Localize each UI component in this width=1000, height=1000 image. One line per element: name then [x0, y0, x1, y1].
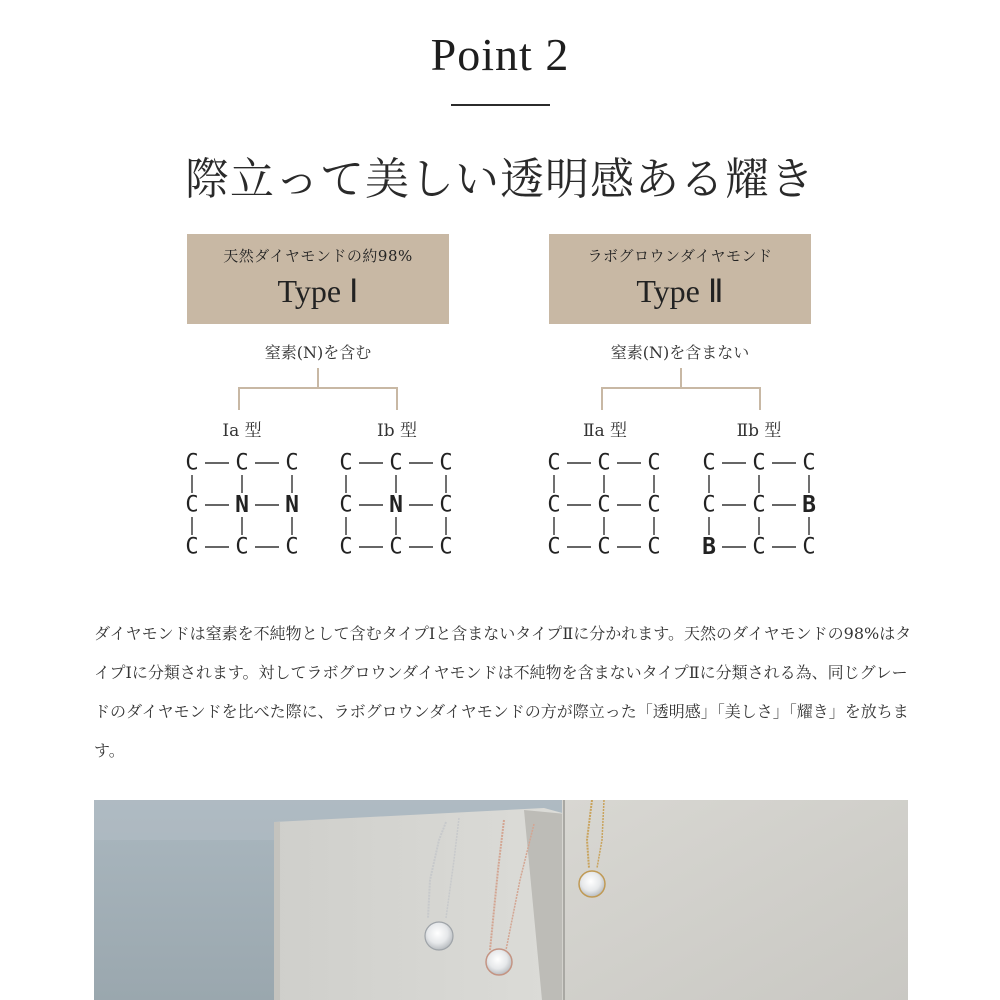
subtype-2a-label: Ⅱa 型 — [582, 421, 628, 441]
necklace-photo — [94, 800, 908, 1000]
atom-c: C — [339, 450, 353, 476]
type-2-caption: ラボグロウンダイヤモンド — [587, 247, 773, 265]
atom-c: C — [547, 534, 561, 560]
atom-c: C — [389, 450, 403, 476]
atom-c: C — [802, 534, 816, 560]
atom-c: C — [389, 534, 403, 560]
atom-c: C — [702, 492, 716, 518]
type-2-box — [549, 234, 811, 324]
atom-c: C — [235, 450, 249, 476]
type-1-box — [187, 234, 449, 324]
atom-c: C — [339, 534, 353, 560]
atom-c: C — [185, 450, 199, 476]
atom-c: C — [185, 534, 199, 560]
point-heading — [0, 28, 1000, 81]
atom-c: C — [185, 492, 199, 518]
type-1-nitrogen: 窒素(N)を含む — [264, 343, 372, 362]
atom-n: N — [389, 492, 403, 518]
type-1-caption: 天然ダイヤモンドの約98% — [223, 247, 413, 265]
subtype-1a-label: Ⅰa 型 — [222, 421, 262, 441]
description-text: ダイヤモンドは窒素を不純物として含むタイプⅠと含まないタイプⅡに分かれます。天然のダイヤモンドの98%はタイプⅠに分類されます。対してラボグロウンダイヤモンドは不純物を含まないタイプⅡに分類される為、同じグレードのダイヤモンドを比べた際に、ラボグロウンダイヤモンドの方が際立った「透明感」「美しさ」「耀き」を放ちます。 — [94, 624, 912, 760]
atom-b: B — [802, 492, 816, 518]
atom-c: C — [285, 534, 299, 560]
atom-c: C — [439, 492, 453, 518]
lattice-2a — [542, 448, 667, 560]
atom-c: C — [597, 492, 611, 518]
lattice-1a — [180, 448, 305, 560]
type-1-name: Type Ⅰ — [277, 273, 359, 309]
subtype-1b-label: Ⅰb 型 — [376, 421, 417, 441]
atom-c: C — [547, 450, 561, 476]
atom-c: C — [752, 492, 766, 518]
heading-divider — [451, 104, 550, 106]
atom-c: C — [752, 450, 766, 476]
atom-c: C — [547, 492, 561, 518]
atom-c: C — [802, 450, 816, 476]
atom-c: C — [439, 534, 453, 560]
type-2-name: Type Ⅱ — [636, 273, 724, 309]
point-number: 2 — [545, 29, 570, 80]
atom-c: C — [439, 450, 453, 476]
atom-c: C — [597, 534, 611, 560]
type-1-branch — [237, 368, 399, 410]
atom-n: N — [285, 492, 299, 518]
subtype-2b-label: Ⅱb 型 — [736, 421, 782, 441]
atom-c: C — [752, 534, 766, 560]
point-label: Point — [430, 29, 533, 80]
lattice-2b — [697, 448, 822, 560]
atom-c: C — [647, 450, 661, 476]
atom-c: C — [339, 492, 353, 518]
type-2-branch — [600, 368, 762, 410]
atom-c: C — [235, 534, 249, 560]
atom-b: B — [702, 534, 716, 560]
type-2-nitrogen: 窒素(N)を含まない — [610, 343, 750, 362]
atom-n: N — [235, 492, 249, 518]
atom-c: C — [647, 492, 661, 518]
atom-c: C — [647, 534, 661, 560]
atom-c: C — [285, 450, 299, 476]
atom-c: C — [597, 450, 611, 476]
headline: 際立って美しい透明感ある耀き — [185, 154, 815, 205]
lattice-1b — [334, 448, 459, 560]
atom-c: C — [702, 450, 716, 476]
